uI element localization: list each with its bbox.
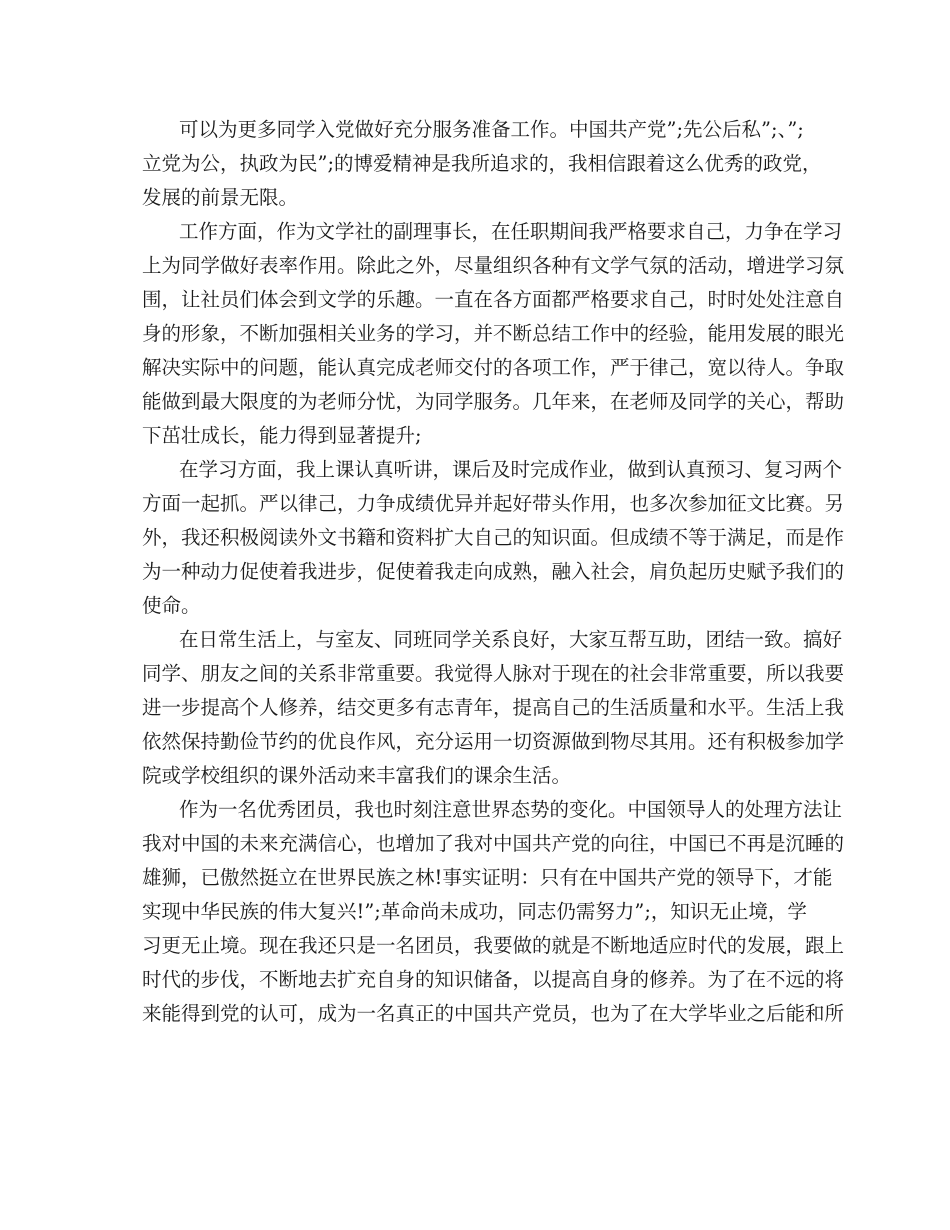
text-line: 工作方面，作为文学社的副理事长，在任职期间我严格要求自己，力争在学习: [179, 220, 843, 243]
paragraph-2: [142, 215, 845, 453]
text-line: 能做到最大限度的为老师分忧，为同学服务。几年来，在老师及同学的关心，帮助: [142, 390, 845, 413]
document-body: [142, 113, 845, 1031]
text-line: 在学习方面，我上课认真听讲，课后及时完成作业，做到认真预习、复习两个: [179, 458, 843, 481]
text-line: 可以为更多同学入党做好充分服务准备工作。中国共产党”;先公后私”;、”;: [179, 118, 804, 141]
text-line: 在日常生活上，与室友、同班同学关系良好，大家互帮互助，团结一致。搞好: [179, 628, 843, 651]
text-line: 同学、朋友之间的关系非常重要。我觉得人脉对于现在的社会非常重要，所以我要: [142, 662, 845, 685]
text-line: 院或学校组织的课外活动来丰富我们的课余生活。: [142, 764, 572, 787]
text-line: 围，让社员们体会到文学的乐趣。一直在各方面都严格要求自己，时时处处注意自: [142, 288, 845, 311]
text-line: 方面一起抓。严以律己，力争成绩优异并起好带头作用，也多次参加征文比赛。另: [142, 492, 845, 515]
text-line: 习更无止境。现在我还只是一名团员，我要做的就是不断地适应时代的发展，跟上: [142, 934, 845, 957]
paragraph-4: [142, 623, 845, 793]
text-line: 外，我还积极阅读外文书籍和资料扩大自己的知识面。但成绩不等于满足，而是作: [142, 526, 845, 549]
text-line: 时代的步伐，不断地去扩充自身的知识储备，以提高自身的修养。为了在不远的将: [142, 968, 845, 991]
text-line: 实现中华民族的伟大复兴!”;革命尚未成功，同志仍需努力”;，知识无止境，学: [142, 900, 807, 923]
text-line: 依然保持勤俭节约的优良作风，充分运用一切资源做到物尽其用。还有积极参加学: [142, 730, 845, 753]
text-line: 上为同学做好表率作用。除此之外，尽量组织各种有文学气氛的活动，增进学习氛: [142, 254, 845, 277]
text-line: 为一种动力促使着我进步，促使着我走向成熟，融入社会，肩负起历史赋予我们的: [142, 560, 845, 583]
paragraph-5: [142, 793, 845, 1031]
text-line: 立党为公，执政为民”;的博爱精神是我所追求的，我相信跟着这么优秀的政党，: [142, 152, 822, 175]
text-line: 下茁壮成长，能力得到显著提升;: [142, 424, 422, 447]
text-line: 我对中国的未来充满信心，也增加了我对中国共产党的向往，中国已不再是沉睡的: [142, 832, 845, 855]
text-line: 作为一名优秀团员，我也时刻注意世界态势的变化。中国领导人的处理方法让: [179, 798, 843, 821]
text-line: 身的形象，不断加强相关业务的学习，并不断总结工作中的经验，能用发展的眼光: [142, 322, 845, 345]
text-line: 解决实际中的问题，能认真完成老师交付的各项工作，严于律己，宽以待人。争取: [142, 356, 845, 379]
text-line: 雄狮，已傲然挺立在世界民族之林!事实证明：只有在中国共产党的领导下，才能: [142, 866, 833, 889]
paragraph-1: [142, 113, 822, 215]
text-line: 使命。: [142, 594, 201, 617]
text-line: 进一步提高个人修养，结交更多有志青年，提高自己的生活质量和水平。生活上我: [142, 696, 845, 719]
text-line: 发展的前景无限。: [142, 186, 299, 209]
paragraph-3: [142, 453, 845, 623]
text-line: 来能得到党的认可，成为一名真正的中国共产党员，也为了在大学毕业之后能和所: [142, 1002, 845, 1025]
